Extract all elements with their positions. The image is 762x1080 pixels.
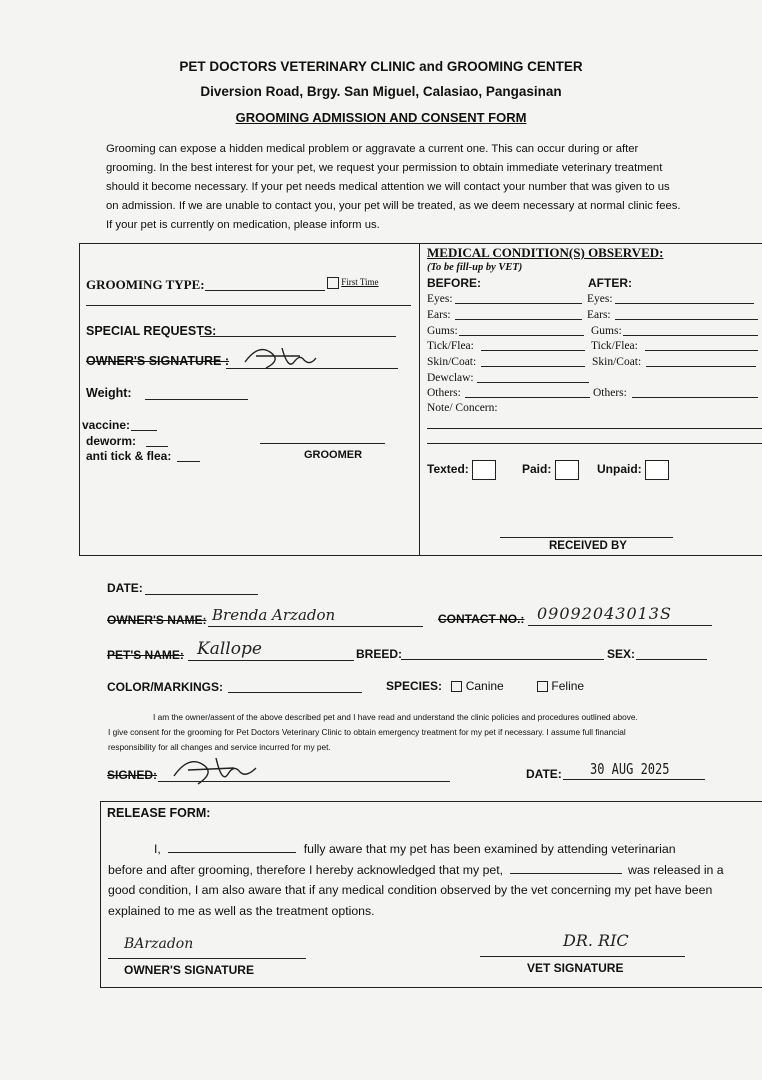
feline-label: Feline [551,679,585,693]
anti-tick-label: anti tick & flea: [86,449,172,463]
note-label: Note/ Concern: [427,402,498,414]
consent-line: I give consent for the grooming for Pet Doctors Veterinary Clinic to obtain emergency treatment for my pet if necessary. I assume full financial [108,727,626,737]
after-eyes: Eyes: [587,293,613,305]
groomer-line[interactable] [260,443,385,444]
color-field[interactable] [228,692,362,693]
after-skin: Skin/Coat: [592,356,642,368]
medical-subtitle: (To be fill-up by VET) [427,262,523,273]
owner-signature-scribble [240,340,325,372]
before-eyes-field[interactable] [455,303,582,304]
owner-name-value: Brenda Arzadon [212,606,336,624]
paid-option[interactable] [522,460,579,480]
sex-field[interactable] [636,659,707,660]
species-label: SPECIES: [386,679,443,693]
release-name-field[interactable] [168,842,296,853]
pet-name-label: PET'S NAME: [107,648,184,662]
form-title: GROOMING ADMISSION AND CONSENT FORM [235,110,527,125]
before-gums: Gums: [427,325,458,337]
after-gums-field[interactable] [623,335,758,336]
after-ears: Ears: [587,309,611,321]
special-requests-label: SPECIAL REQUESTS: [86,324,217,338]
after-skin-field[interactable] [646,366,756,367]
consent-line: I am the owner/assent of the above described pet and I have read and understand the clinic policies and procedures outlined above. [153,712,638,722]
release-owner-signature-mark: BArzadon [124,936,194,952]
contact-field[interactable] [528,625,712,626]
after-tick: Tick/Flea: [591,340,638,352]
checkbox-icon[interactable] [327,277,339,289]
texted-label: Texted: [427,462,469,477]
vet-signature-label: VET SIGNATURE [527,961,624,975]
signed-date-field[interactable] [563,779,705,780]
before-dewclaw-field[interactable] [477,382,589,383]
unpaid-option[interactable] [597,460,669,480]
deworm-field[interactable] [146,446,168,447]
paid-checkbox[interactable] [555,460,579,480]
contact-label: CONTACT NO.: [438,612,525,626]
consent-line: responsibility for all changes and service incurred for my pet. [108,742,331,752]
contact-value: 09092043013S [537,604,672,623]
texted-option[interactable] [427,460,496,480]
clinic-address: Diversion Road, Brgy. San Miguel, Calasiao, Pangasinan [200,84,562,99]
color-label: COLOR/MARKINGS: [107,680,223,694]
intro-line: on admission. If we are unable to contact you, your pet will be treated, as we deem necessary at normal clinic fees. [106,200,681,212]
release-line-2a: before and after grooming, therefore I hereby acknowledged that my pet, [108,862,504,877]
grooming-type-extra-line[interactable] [86,305,411,306]
vet-signature-field[interactable] [480,956,685,957]
release-line-1b: fully aware that my pet has been examined by attending veterinarian [303,842,676,856]
weight-field[interactable] [145,399,248,400]
canine-label: Canine [465,679,504,693]
vaccine-field[interactable] [131,430,157,431]
release-line-1 [108,839,758,860]
before-tick-field[interactable] [481,350,585,351]
owner-name-label: OWNER'S NAME: [107,613,207,627]
sex-label: SEX: [607,647,636,661]
after-ears-field[interactable] [615,319,758,320]
admission-box-divider [419,243,420,556]
release-pet-field[interactable] [510,863,622,874]
release-title: RELEASE FORM: [107,806,211,820]
feline-checkbox[interactable] [537,681,548,692]
date-label: DATE: [107,581,143,595]
note-line-2[interactable] [427,443,762,444]
clinic-name: PET DOCTORS VETERINARY CLINIC and GROOMING CENTER [179,59,583,74]
before-label: BEFORE: [427,276,481,290]
feline-option[interactable] [537,679,584,693]
release-paragraph [108,839,758,921]
note-line-1[interactable] [427,428,762,429]
before-tick: Tick/Flea: [427,340,474,352]
release-line-3: good condition, I am also aware that if any medical condition observed by the vet concerning my pet have been [108,883,713,897]
intro-line: Grooming can expose a hidden medical problem or aggravate a current one. This can occur during or after [106,143,639,155]
pet-name-field[interactable] [188,660,354,661]
groomer-label: GROOMER [304,449,363,461]
before-ears: Ears: [427,309,451,321]
after-label: AFTER: [588,276,632,290]
release-line-2 [108,860,758,881]
after-others-field[interactable] [632,397,758,398]
signed-date-stamp: 30 AUG 2025 [590,760,670,778]
intro-line: grooming. In the best interest for your pet, we request your permission to obtain immediate veterinary treatment [106,162,663,174]
breed-field[interactable] [401,659,604,660]
before-dewclaw: Dewclaw: [427,372,474,384]
grooming-type-field[interactable] [205,290,325,291]
release-owner-signature-field[interactable] [108,958,306,959]
release-owner-signature-label: OWNER'S SIGNATURE [124,963,254,977]
texted-checkbox[interactable] [472,460,496,480]
before-skin-field[interactable] [481,366,585,367]
anti-tick-field[interactable] [177,461,200,462]
grooming-type-label: GROOMING TYPE: [86,277,205,292]
owner-signature-label: OWNER'S SIGNATURE : [86,354,230,368]
received-by-label: RECEIVED BY [549,540,627,552]
canine-checkbox[interactable] [451,681,462,692]
before-gums-field[interactable] [459,335,584,336]
received-by-line[interactable] [500,537,673,538]
after-tick-field[interactable] [645,350,758,351]
consent-paragraph [108,710,718,755]
first-time-label: First Time [341,277,379,288]
vet-signature-mark: DR. RIC [563,931,629,950]
owner-name-field[interactable] [208,626,423,627]
canine-option[interactable] [451,679,503,693]
before-others: Others: [427,387,461,399]
after-gums: Gums: [591,325,622,337]
date-field[interactable] [145,594,258,595]
vaccine-label: vaccine: [82,418,131,432]
signed-label: SIGNED: [107,768,158,782]
medical-title: MEDICAL CONDITION(S) OBSERVED: [427,245,664,260]
release-line-4: explained to me as well as the treatment options. [108,903,375,918]
weight-label: Weight: [86,386,132,400]
before-eyes: Eyes: [427,293,453,305]
release-line-1a: I, [154,842,161,856]
intro-line: should it become necessary. If your pet needs medical attention we will contact your number that was given to us [106,181,670,193]
unpaid-checkbox[interactable] [645,460,669,480]
before-others-field[interactable] [465,397,590,398]
after-others: Others: [593,387,627,399]
pet-name-value: Kallope [197,639,262,659]
species-group [386,679,584,693]
before-skin: Skin/Coat: [427,356,477,368]
special-requests-field[interactable] [200,336,396,337]
intro-line: If your pet is currently on medication, please inform us. [106,219,380,231]
release-line-2b: was released in a [627,862,724,877]
before-ears-field[interactable] [455,319,582,320]
unpaid-label: Unpaid: [597,462,642,477]
first-time-checkbox[interactable] [327,277,379,289]
breed-label: BREED: [356,647,403,661]
intro-paragraph [106,140,726,235]
after-eyes-field[interactable] [615,303,754,304]
signed-scribble [170,750,265,788]
deworm-label: deworm: [86,434,137,448]
paid-label: Paid: [522,462,552,477]
signed-date-label: DATE: [526,767,562,781]
